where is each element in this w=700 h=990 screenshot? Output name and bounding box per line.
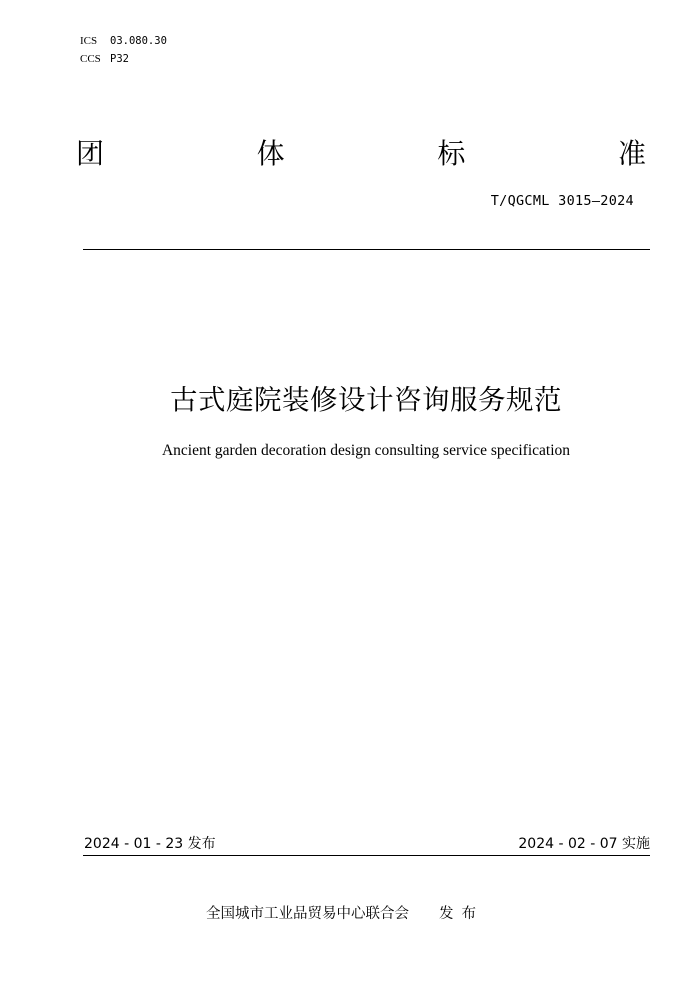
footer-divider [83,855,650,856]
publish-action: 发布 [439,906,484,922]
ccs-label: CCS [80,53,101,65]
standard-type-char: 标 [437,137,466,170]
document-title-english: Ancient garden decoration design consulting service specification [161,442,571,459]
standard-type-char: 准 [617,137,646,170]
header-divider [83,249,650,250]
standard-code: T/QGCML 3015—2024 [490,193,634,209]
standard-type-char: 体 [256,137,285,170]
ics-classification [80,34,167,48]
ccs-code: P32 [110,53,129,65]
ics-label: ICS [80,35,98,47]
publisher-line [206,904,484,924]
document-title-chinese: 古式庭院装修设计咨询服务规范 [170,384,562,416]
publish-date: 2024 - 01 - 23 发布 [84,836,216,852]
standard-type-char: 团 [76,137,105,170]
ccs-classification [80,52,129,66]
publisher-name: 全国城市工业品贸易中心联合会 [206,906,409,922]
ics-code: 03.080.30 [110,35,167,47]
implementation-date: 2024 - 02 - 07 实施 [518,836,650,852]
standard-type-heading [76,134,646,174]
